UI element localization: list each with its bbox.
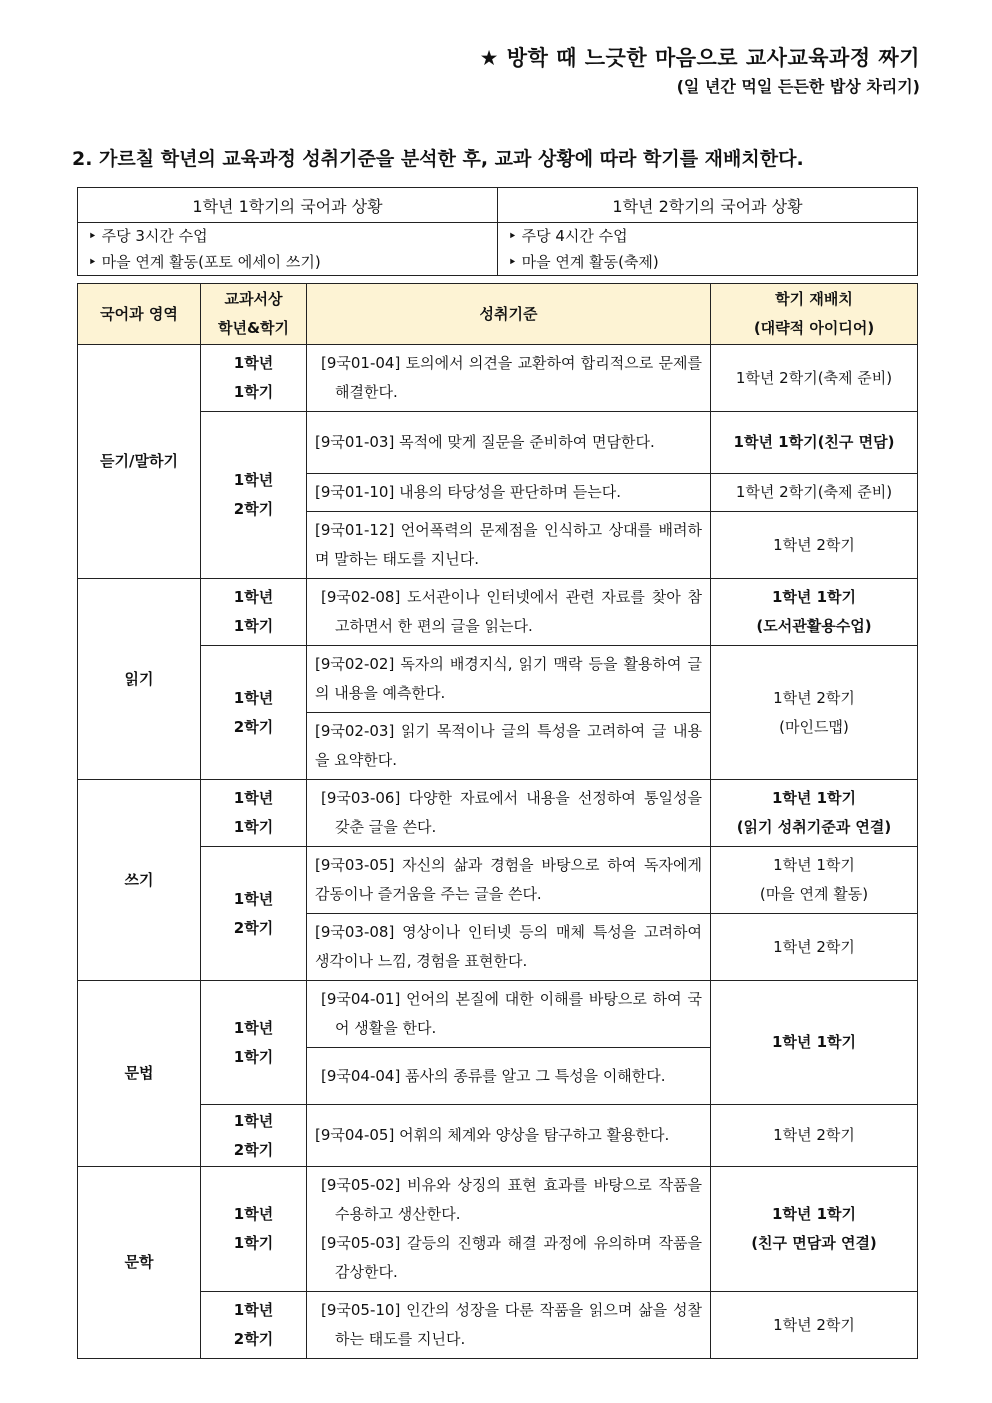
semester-cell — [201, 847, 307, 981]
standard-cell: [9국01-10] 내용의 타당성을 판단하며 듣는다. — [307, 474, 711, 512]
section-heading: 2. 가르칠 학년의 교육과정 성취기준을 분석한 후, 교과 상황에 따라 학기를 재배치한다. — [72, 148, 804, 170]
semester-term: 1학기 — [233, 383, 274, 401]
situation-header-sem2: 1학년 2학기의 국어과 상황 — [498, 188, 918, 223]
standard-cell: [9국01-12] 언어폭력의 문제점을 인식하고 상대를 배려하며 말하는 태도를 지닌다. — [307, 512, 711, 579]
table-row — [78, 981, 918, 1048]
realloc-cell — [711, 646, 918, 780]
table-row — [78, 1292, 918, 1359]
header-textbook-line1: 교과서상 — [224, 290, 283, 308]
table-row — [78, 780, 918, 847]
standard-text: [9국03-06] 다양한 자료에서 내용을 선정하여 통일성을 갖춘 글을 쓴다. — [321, 789, 702, 836]
situation-sem1-item: ‣ 마을 연계 활동(포토 에세이 쓰기) — [88, 253, 321, 271]
semester-year: 1학년 — [233, 1205, 274, 1223]
semester-year: 1학년 — [233, 688, 274, 707]
standard-cell — [307, 345, 711, 412]
standard-cell — [307, 1292, 711, 1359]
semester-cell — [201, 780, 307, 847]
situation-sem2-item: ‣ 주당 4시간 수업 — [508, 227, 628, 245]
realloc-note: (마을 연계 활동) — [759, 885, 869, 903]
semester-year: 1학년 — [233, 1301, 274, 1319]
header-textbook-line2: 학년&학기 — [217, 319, 290, 337]
realloc-cell: 1학년 2학기(축제 준비) — [711, 474, 918, 512]
standard-text: [9국05-10] 인간의 성장을 다룬 작품을 읽으며 삶을 성찰하는 태도를 지닌다. — [321, 1301, 702, 1348]
standard-text: [9국04-01] 언어의 본질에 대한 이해를 바탕으로 하여 국어 생활을 한다. — [321, 990, 702, 1037]
realloc-cell: 1학년 2학기 — [711, 1292, 918, 1359]
table-row — [78, 847, 918, 914]
realloc-note: (도서관활용수업) — [756, 617, 872, 635]
semester-term: 2학기 — [233, 918, 274, 937]
table-row — [78, 412, 918, 474]
semester-cell — [201, 1105, 307, 1167]
area-writing: 쓰기 — [78, 780, 201, 981]
header-realloc-line1: 학기 재배치 — [775, 290, 853, 308]
standard-cell — [307, 579, 711, 646]
header-standard: 성취기준 — [307, 284, 711, 345]
standard-text: [9국04-04] 품사의 종류를 알고 그 특성을 이해한다. — [321, 1066, 666, 1085]
standards-header-row — [78, 284, 918, 345]
situation-header-sem1: 1학년 1학기의 국어과 상황 — [78, 188, 498, 223]
realloc-line: 1학년 1학기 — [773, 856, 855, 874]
standard-cell — [307, 1167, 711, 1292]
semester-term: 2학기 — [233, 1140, 274, 1159]
semester-cell — [201, 1167, 307, 1292]
semester-year: 1학년 — [233, 354, 274, 372]
semester-year: 1학년 — [233, 471, 274, 489]
semester-cell — [201, 1292, 307, 1359]
realloc-note: (친구 면담과 연결) — [751, 1234, 877, 1252]
realloc-cell — [711, 847, 918, 914]
semester-term: 1학기 — [233, 818, 274, 836]
header-realloc — [711, 284, 918, 345]
realloc-cell: 1학년 1학기 — [711, 981, 918, 1105]
standard-cell: [9국01-03] 목적에 맞게 질문을 준비하여 면담한다. — [307, 412, 711, 474]
semester-cell — [201, 646, 307, 780]
realloc-cell: 1학년 2학기 — [711, 1105, 918, 1167]
table-row — [78, 646, 918, 713]
header-area: 국어과 영역 — [78, 284, 201, 345]
realloc-line: 1학년 1학기 — [771, 789, 857, 807]
semester-term: 2학기 — [233, 500, 274, 518]
area-reading: 읽기 — [78, 579, 201, 780]
semester-term: 2학기 — [233, 717, 274, 736]
semester-term: 2학기 — [233, 1330, 274, 1348]
table-row — [78, 345, 918, 412]
semester-year: 1학년 — [233, 1111, 274, 1130]
realloc-cell — [711, 1167, 918, 1292]
realloc-cell: 1학년 2학기 — [711, 914, 918, 981]
standard-text: [9국05-03] 갈등의 진행과 해결 과정에 유의하며 작품을 감상한다. — [321, 1234, 702, 1281]
table-row — [78, 1167, 918, 1292]
realloc-line: 1학년 1학기 — [771, 1205, 857, 1223]
situation-sem1-item: ‣ 주당 3시간 수업 — [88, 227, 208, 245]
standard-cell — [307, 780, 711, 847]
area-literature: 문학 — [78, 1167, 201, 1359]
semester-term: 1학기 — [233, 1234, 274, 1252]
header-textbook — [201, 284, 307, 345]
standard-text: [9국02-08] 도서관이나 인터넷에서 관련 자료를 찾아 참고하면서 한 편의 글을 읽는다. — [321, 588, 702, 635]
semester-year: 1학년 — [233, 588, 274, 606]
standard-cell: [9국03-05] 자신의 삶과 경험을 바탕으로 하여 독자에게 감동이나 즐거움을 주는 글을 쓴다. — [307, 847, 711, 914]
semester-term: 1학기 — [233, 617, 274, 635]
table-row — [78, 579, 918, 646]
situation-sem2-cell — [498, 223, 918, 276]
realloc-note: (읽기 성취기준과 연결) — [736, 818, 892, 836]
standard-cell — [307, 1048, 711, 1105]
area-listening: 듣기/말하기 — [78, 345, 201, 579]
standard-cell: [9국02-03] 읽기 목적이나 글의 특성을 고려하여 글 내용을 요약한다. — [307, 713, 711, 780]
realloc-cell: 1학년 2학기(축제 준비) — [711, 345, 918, 412]
standard-text: [9국05-02] 비유와 상징의 표현 효과를 바탕으로 작품을 수용하고 생산한다. — [321, 1176, 702, 1223]
semester-cell — [201, 981, 307, 1105]
realloc-cell: 1학년 2학기 — [711, 512, 918, 579]
table-row — [78, 1105, 918, 1167]
standard-cell: [9국04-05] 어휘의 체계와 양상을 탐구하고 활용한다. — [307, 1105, 711, 1167]
standard-cell — [307, 981, 711, 1048]
semester-cell — [201, 579, 307, 646]
semester-year: 1학년 — [233, 889, 274, 908]
situation-sem1-cell — [78, 223, 498, 276]
standard-cell: [9국03-08] 영상이나 인터넷 등의 매체 특성을 고려하여 생각이나 느낌, 경험을 표현한다. — [307, 914, 711, 981]
realloc-cell — [711, 579, 918, 646]
semester-year: 1학년 — [233, 789, 274, 807]
realloc-cell — [711, 780, 918, 847]
realloc-note: (마인드맵) — [779, 717, 849, 736]
semester-cell — [201, 412, 307, 579]
standard-cell: [9국02-02] 독자의 배경지식, 읽기 맥락 등을 활용하여 글의 내용을 예측한다. — [307, 646, 711, 713]
realloc-line: 1학년 2학기 — [773, 688, 855, 707]
realloc-cell: 1학년 1학기(친구 면담) — [711, 412, 918, 474]
situation-header-row — [78, 188, 918, 223]
page-subtitle: (일 년간 먹일 든든한 밥상 차리기) — [676, 77, 920, 96]
standard-text: [9국01-04] 토의에서 의견을 교환하여 합리적으로 문제를 해결한다. — [321, 354, 702, 401]
situation-sem2-item: ‣ 마을 연계 활동(축제) — [508, 253, 659, 271]
semester-term: 1학기 — [233, 1047, 274, 1066]
situation-table — [77, 187, 918, 276]
situation-body-row — [78, 223, 918, 276]
semester-year: 1학년 — [233, 1018, 274, 1037]
header-realloc-line2: (대략적 아이디어) — [753, 319, 875, 337]
semester-cell — [201, 345, 307, 412]
standards-table — [77, 283, 918, 1359]
realloc-line: 1학년 1학기 — [771, 588, 857, 606]
page-title: ★ 방학 때 느긋한 마음으로 교사교육과정 짜기 — [479, 46, 920, 70]
area-grammar: 문법 — [78, 981, 201, 1167]
